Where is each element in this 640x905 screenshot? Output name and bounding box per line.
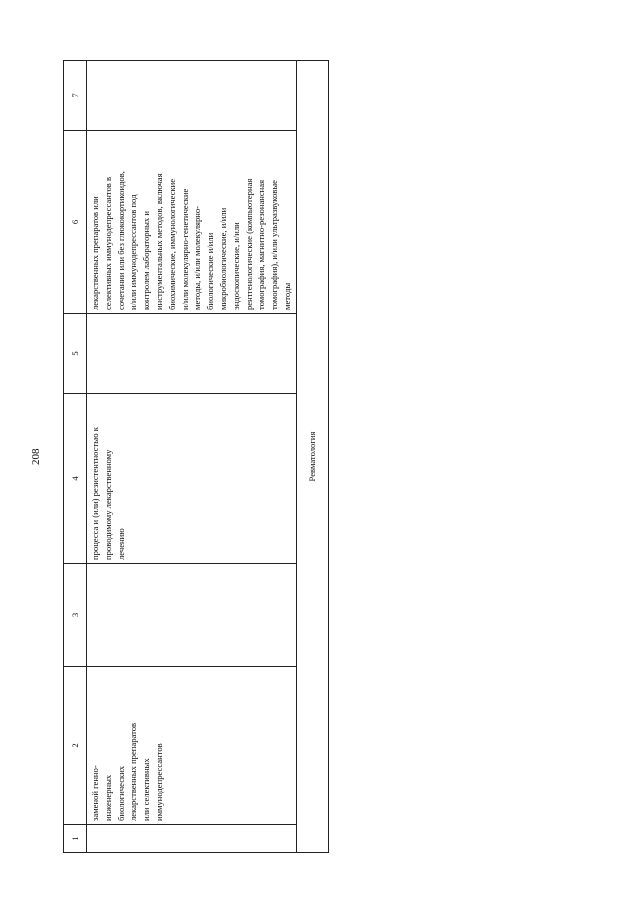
cell-text-line: селективных иммунодепрессантов в: [102, 176, 113, 310]
cell-text-line: рентгенологические (компьютерная: [243, 178, 254, 310]
header-cell-2: 2: [64, 667, 87, 825]
cell-text-line: биологических: [115, 765, 126, 821]
cell-text-line: процесса и (или) резистентностью к: [90, 427, 100, 560]
cell-text-line: заменой генно-: [90, 765, 100, 821]
cell-text-line: томография, магнитно-резонансная: [256, 179, 267, 310]
cell-text-line: лекарственных препаратов: [128, 722, 139, 821]
cell-text-line: лечению: [115, 528, 126, 560]
cell-text-line: инструментальных методов, включая: [153, 173, 164, 310]
rotated-table-container: [63, 61, 322, 853]
cell-text-line: сочетании или без глюкокортикоидов,: [115, 171, 126, 310]
header-cell-4: 4: [64, 394, 87, 564]
table-row: [87, 61, 297, 853]
cell-text-line: и/или молекулярно-генетические: [179, 188, 190, 310]
cell-text-line: биологические и/или: [205, 232, 216, 310]
cell-text-line: лекарственных препаратов или: [90, 196, 100, 310]
cell-text-line: методы: [281, 282, 292, 310]
cell-text-line: биохимические, иммунологические: [166, 178, 177, 310]
cell-text-line: или селективных: [141, 758, 152, 821]
cell-col5: [87, 314, 297, 394]
cell-col4: [87, 394, 297, 564]
cell-text-line: эндоскопические, и/или: [230, 222, 241, 310]
header-cell-5: 5: [64, 314, 87, 394]
data-table: [63, 60, 329, 853]
header-row: [64, 61, 87, 853]
cell-text-line: инженерных: [102, 774, 113, 821]
header-cell-7: 7: [64, 61, 87, 131]
cell-col1: [87, 825, 297, 853]
header-cell-1: 1: [64, 825, 87, 853]
page-number: 208: [30, 448, 42, 465]
cell-text-line: контролем лабораторных и: [141, 211, 152, 310]
cell-text-line: и/или иммунодепрессантов под: [128, 194, 139, 310]
header-cell-3: 3: [64, 564, 87, 667]
cell-text-line: иммунодепрессантов: [153, 743, 164, 821]
section-row: [296, 61, 328, 853]
cell-col7: [87, 61, 297, 131]
cell-text-line: микробиологические, и/или: [217, 207, 228, 310]
section-title: Ревматология: [296, 61, 328, 853]
cell-text-line: методы, и/или молекулярно-: [192, 205, 203, 310]
cell-col2: [87, 667, 297, 825]
cell-text-line: томография), и/или ультразвуковые: [269, 180, 280, 310]
cell-text-line: проводимому лекарственному: [102, 449, 113, 560]
cell-col6: [87, 131, 297, 314]
cell-col3: [87, 564, 297, 667]
header-cell-6: 6: [64, 131, 87, 314]
